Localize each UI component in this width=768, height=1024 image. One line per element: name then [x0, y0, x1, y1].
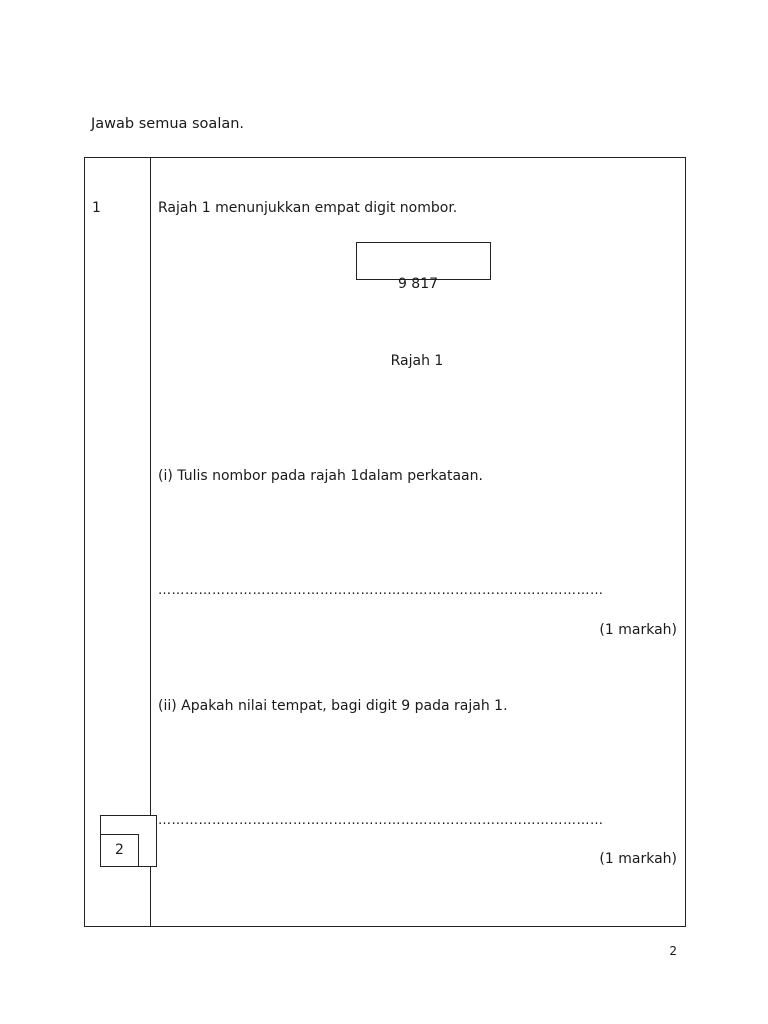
part-ii-marks: (1 markah) — [599, 851, 677, 867]
part-ii-question: (ii) Apakah nilai tempat, bagi digit 9 pada rajah 1. — [158, 698, 508, 714]
instruction-text: Jawab semua soalan. — [91, 116, 245, 132]
page-number: 2 — [669, 944, 677, 958]
question-text: Rajah 1 menunjukkan empat digit nombor. — [158, 200, 458, 216]
part-i-answer-line[interactable]: ……………………………………………………………………………………… — [158, 583, 604, 598]
part-ii-answer-line[interactable]: ……………………………………………………………………………………… — [158, 813, 604, 828]
figure-number: 9 817 — [397, 276, 439, 292]
total-marks-box: 2 — [100, 834, 139, 867]
figure-number-box — [356, 242, 491, 280]
part-i-question: (i) Tulis nombor pada rajah 1dalam perkataan. — [158, 468, 483, 484]
figure-caption: Rajah 1 — [390, 353, 444, 369]
question-number: 1 — [92, 200, 101, 216]
part-i-marks: (1 markah) — [599, 622, 677, 638]
question-number-column-divider — [150, 157, 151, 927]
